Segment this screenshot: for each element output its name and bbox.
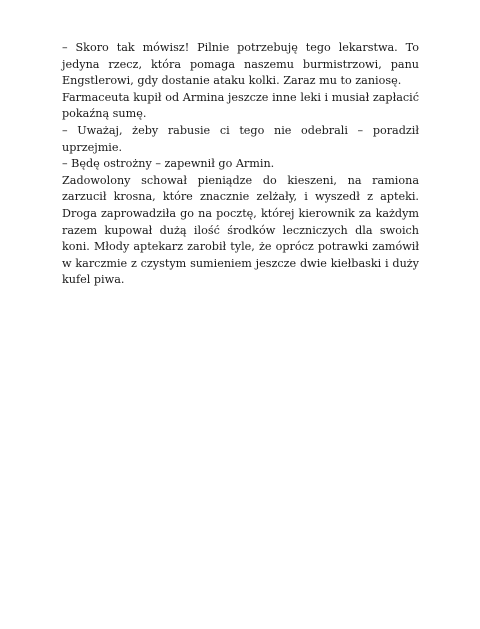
paragraph-2: Farmaceuta kupił od Armina jeszcze inne leki i musiał zapłacić pokaźną sumę. (62, 90, 419, 121)
paragraph-3: – Uważaj, żeby rabusie ci tego nie odebrali – poradził uprzejmie. (62, 123, 419, 154)
paragraph-4: – Będę ostrożny – zapewnił go Armin. (62, 157, 275, 171)
paragraph-1: – Skoro tak mówisz! Pilnie potrzebuję tego lekarstwa. To jedyna rzecz, która pomaga naszemu burmistrzowi, panu Engstlerowi, gdy dostanie ataku kolki. Zaraz mu to zaniosę. (62, 41, 419, 88)
document-page (62, 40, 419, 289)
paragraph-5: Zadowolony schował pieniądze do kieszeni, na ramiona zarzucił krosna, które znacznie zelżały, i wyszedł z apteki. Droga zaprowadziła go na pocztę, której kierownik za każdym razem kupował dużą ilość środków leczniczych dla swoich koni. Młody aptekarz zarobił tyle, że oprócz potrawki zamówił w karczmie z czystym sumieniem jeszcze dwie kiełbaski i duży kufel piwa. (62, 173, 419, 287)
